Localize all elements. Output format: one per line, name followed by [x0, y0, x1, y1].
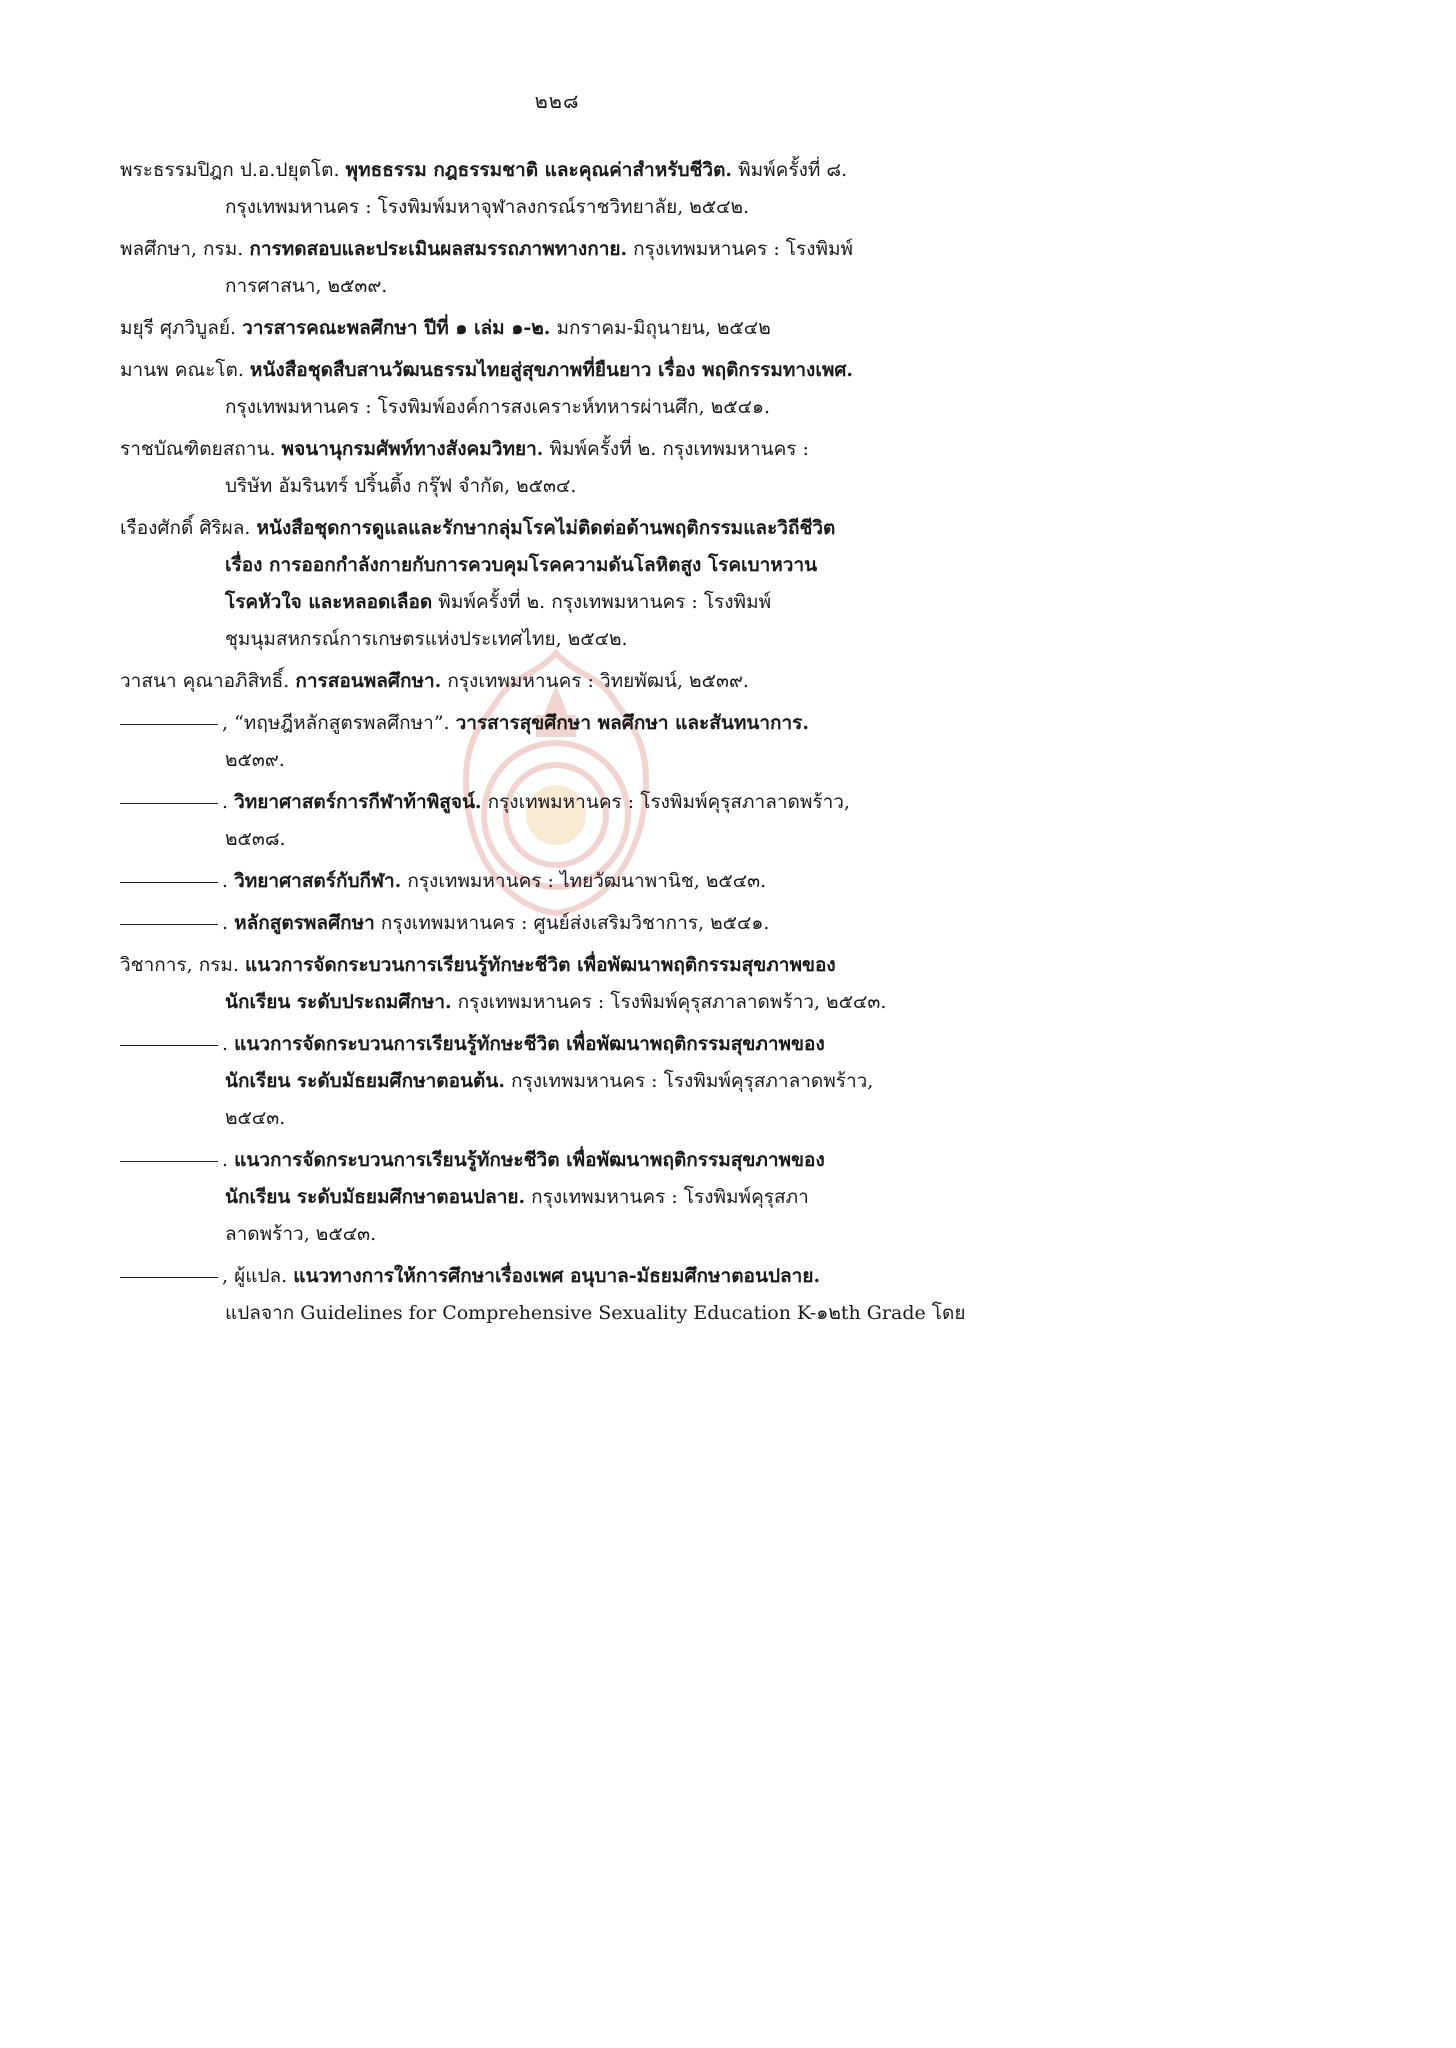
- bold-title-text: นักเรียน ระดับมัธยมศึกษาตอนปลาย.: [225, 1186, 526, 1208]
- bold-title-text: นักเรียน ระดับประถมศึกษา.: [225, 991, 452, 1013]
- bold-title-text: วิทยาศาสตร์การกีฬาท้าพิสูจน์.: [234, 791, 482, 813]
- citation-text: มยุรี ศุภวิบูลย์.: [120, 317, 243, 339]
- reference-entry: [120, 784, 1000, 863]
- reference-first-line: [120, 905, 1000, 942]
- bold-title-text: พุทธธรรม กฎธรรมชาติ และคุณค่าสำหรับชีวิต.: [345, 159, 733, 181]
- citation-text: .: [222, 1033, 235, 1055]
- reference-entry: [120, 905, 1000, 947]
- bold-title-text: แนวการจัดกระบวนการเรียนรู้ทักษะชีวิต เพื่อพัฒนาพฤติกรรมสุขภาพของ: [245, 954, 836, 976]
- citation-text: .: [222, 1149, 235, 1171]
- bibliography-list: [120, 152, 1000, 1337]
- reference-entry: [120, 1258, 1000, 1337]
- citation-text: วิชาการ, กรม.: [120, 954, 246, 976]
- reference-continuation-line: การศาสนา, ๒๕๓๙.: [225, 275, 388, 297]
- citation-text: ชุมนุมสหกรณ์การเกษตรแห่งประเทศไทย, ๒๕๔๒.: [225, 628, 628, 650]
- repeat-author-dash: [120, 924, 218, 925]
- reference-continuation-line: [120, 584, 1000, 621]
- reference-continuation-line: [120, 1216, 1000, 1253]
- reference-continuation-line: [120, 1063, 1000, 1100]
- citation-text: .: [222, 870, 235, 892]
- reference-entry: [120, 705, 1000, 784]
- reference-first-line: [120, 863, 1000, 900]
- bold-title-text: แนวการจัดกระบวนการเรียนรู้ทักษะชีวิต เพื่อพัฒนาพฤติกรรมสุขภาพของ: [234, 1149, 825, 1171]
- reference-continuation-line: [120, 984, 1000, 1021]
- reference-entry: [120, 231, 1000, 310]
- bold-title-text: นักเรียน ระดับมัธยมศึกษาตอนต้น.: [225, 1070, 505, 1092]
- reference-first-line: [120, 1142, 1000, 1179]
- reference-entry: [120, 510, 1000, 663]
- reference-continuation-line: ๒๕๓๙.: [225, 749, 285, 771]
- citation-text: กรุงเทพมหานคร : โรงพิมพ์คุรุสภาลาดพร้าว,: [481, 791, 850, 813]
- reference-entry: [120, 152, 1000, 231]
- reference-continuation-line: บริษัท อัมรินทร์ ปริ้นติ้ง กรุ๊ฟ จำกัด, ๒๕๓๔.: [225, 475, 577, 497]
- citation-text: กรุงเทพมหานคร : โรงพิมพ์คุรุสภาลาดพร้าว,: [504, 1070, 874, 1092]
- bold-title-text: โรคหัวใจ และหลอดเลือด: [225, 591, 433, 613]
- reference-first-line: [120, 1258, 1000, 1295]
- reference-entry: [120, 1142, 1000, 1258]
- citation-text: มกราคม-มิถุนายน, ๒๕๔๒: [550, 317, 771, 339]
- bold-title-text: หนังสือชุดสืบสานวัฒนธรรมไทยสู่สุขภาพที่ยืนยาว เรื่อง พฤติกรรมทางเพศ.: [249, 359, 854, 381]
- reference-first-line: [120, 352, 1000, 389]
- repeat-author-dash: [120, 724, 218, 725]
- citation-text: .: [222, 791, 235, 813]
- bold-title-text: การสอนพลศึกษา.: [295, 670, 442, 692]
- bold-title-text: เรื่อง การออกกำลังกายกับการควบคุมโรคความดันโลหิตสูง โรคเบาหวาน: [225, 554, 818, 576]
- reference-entry: [120, 352, 1000, 431]
- citation-text: .: [222, 912, 235, 934]
- bold-title-text: การทดสอบและประเมินผลสมรรถภาพทางกาย.: [249, 238, 628, 260]
- reference-entry: [120, 663, 1000, 705]
- citation-text: กรุงเทพมหานคร : ศูนย์ส่งเสริมวิชาการ, ๒๕๔๑.: [374, 912, 770, 934]
- page-number: ๒๒๘: [534, 89, 580, 113]
- reference-first-line: [120, 1026, 1000, 1063]
- citation-text: กรุงเทพมหานคร : โรงพิมพ์คุรุสภาลาดพร้าว, ๒๕๔๓.: [451, 991, 887, 1013]
- reference-first-line: [120, 310, 1000, 347]
- reference-continuation-line: กรุงเทพมหานคร : โรงพิมพ์มหาจุฬาลงกรณ์ราชวิทยาลัย, ๒๕๔๒.: [225, 196, 750, 218]
- citation-text: เรืองศักดิ์ ศิริผล.: [120, 517, 257, 539]
- citation-text: กรุงเทพมหานคร : วิทยพัฒน์, ๒๕๓๙.: [441, 670, 749, 692]
- citation-text: พระธรรมปิฎก ป.อ.ปยุตโต.: [120, 159, 346, 181]
- repeat-author-dash: [120, 1161, 218, 1162]
- reference-first-line: [120, 510, 1000, 547]
- bold-title-text: วารสารสุขศึกษา พลศึกษา และสันทนาการ.: [455, 712, 810, 734]
- reference-first-line: [120, 663, 1000, 700]
- repeat-author-dash: [120, 882, 218, 883]
- citation-text: กรุงเทพมหานคร : โรงพิมพ์คุรุสภา: [525, 1186, 809, 1208]
- bold-title-text: แนวทางการให้การศึกษาเรื่องเพศ อนุบาล-มัธยมศึกษาตอนปลาย.: [293, 1265, 821, 1287]
- bold-title-text: แนวการจัดกระบวนการเรียนรู้ทักษะชีวิต เพื่อพัฒนาพฤติกรรมสุขภาพของ: [234, 1033, 825, 1055]
- citation-text: กรุงเทพมหานคร : โรงพิมพ์: [627, 238, 854, 260]
- citation-text: ๒๕๔๓.: [225, 1107, 286, 1129]
- citation-text: ราชบัณฑิตยสถาน.: [120, 438, 282, 460]
- bold-title-text: วิทยาศาสตร์กับกีฬา.: [234, 870, 402, 892]
- reference-first-line: [120, 231, 1000, 268]
- repeat-author-dash: [120, 1277, 218, 1278]
- citation-text: กรุงเทพมหานคร : ไทยวัฒนาพานิช, ๒๕๔๓.: [401, 870, 767, 892]
- bold-title-text: หนังสือชุดการดูแลและรักษากลุ่มโรคไม่ติดต่อด้านพฤติกรรมและวิถีชีวิต: [256, 517, 836, 539]
- citation-text: วาสนา คุณาอภิสิทธิ์.: [120, 670, 296, 692]
- reference-entry: [120, 310, 1000, 352]
- citation-text: พลศึกษา, กรม.: [120, 238, 250, 260]
- citation-text: พิมพ์ครั้งที่ ๒. กรุงเทพมหานคร :: [543, 438, 809, 460]
- citation-text: ลาดพร้าว, ๒๕๔๓.: [225, 1223, 377, 1245]
- reference-continuation-line: ๒๕๓๘.: [225, 828, 286, 850]
- citation-text: , ผู้แปล.: [222, 1265, 294, 1287]
- reference-continuation-line: [120, 1179, 1000, 1216]
- repeat-author-dash: [120, 803, 218, 804]
- bold-title-text: พจนานุกรมศัพท์ทางสังคมวิทยา.: [281, 438, 544, 460]
- citation-text: พิมพ์ครั้งที่ ๘.: [732, 159, 848, 181]
- citation-text: พิมพ์ครั้งที่ ๒. กรุงเทพมหานคร : โรงพิมพ์: [432, 591, 772, 613]
- reference-entry: [120, 1026, 1000, 1142]
- reference-first-line: [120, 947, 1000, 984]
- repeat-author-dash: [120, 1045, 218, 1046]
- bold-title-text: วารสารคณะพลศึกษา ปีที่ ๑ เล่ม ๑-๒.: [242, 317, 551, 339]
- bold-title-text: หลักสูตรพลศึกษา: [234, 912, 375, 934]
- reference-continuation-line: [120, 621, 1000, 658]
- reference-first-line: [120, 152, 1000, 189]
- reference-continuation-line: แปลจาก Guidelines for Comprehensive Sexuality Education K-๑๒th Grade โดย: [225, 1302, 966, 1324]
- reference-first-line: [120, 705, 1000, 742]
- reference-continuation-line: กรุงเทพมหานคร : โรงพิมพ์องค์การสงเคราะห์ทหารผ่านศึก, ๒๕๔๑.: [225, 396, 771, 418]
- reference-continuation-line: [120, 1100, 1000, 1137]
- citation-text: มานพ คณะโต.: [120, 359, 250, 381]
- reference-entry: [120, 431, 1000, 510]
- reference-first-line: [120, 431, 1000, 468]
- citation-text: , “ทฤษฎีหลักสูตรพลศึกษา”.: [222, 712, 456, 734]
- reference-entry: [120, 863, 1000, 905]
- reference-first-line: [120, 784, 1000, 821]
- reference-entry: [120, 947, 1000, 1026]
- reference-continuation-line: [120, 547, 1000, 584]
